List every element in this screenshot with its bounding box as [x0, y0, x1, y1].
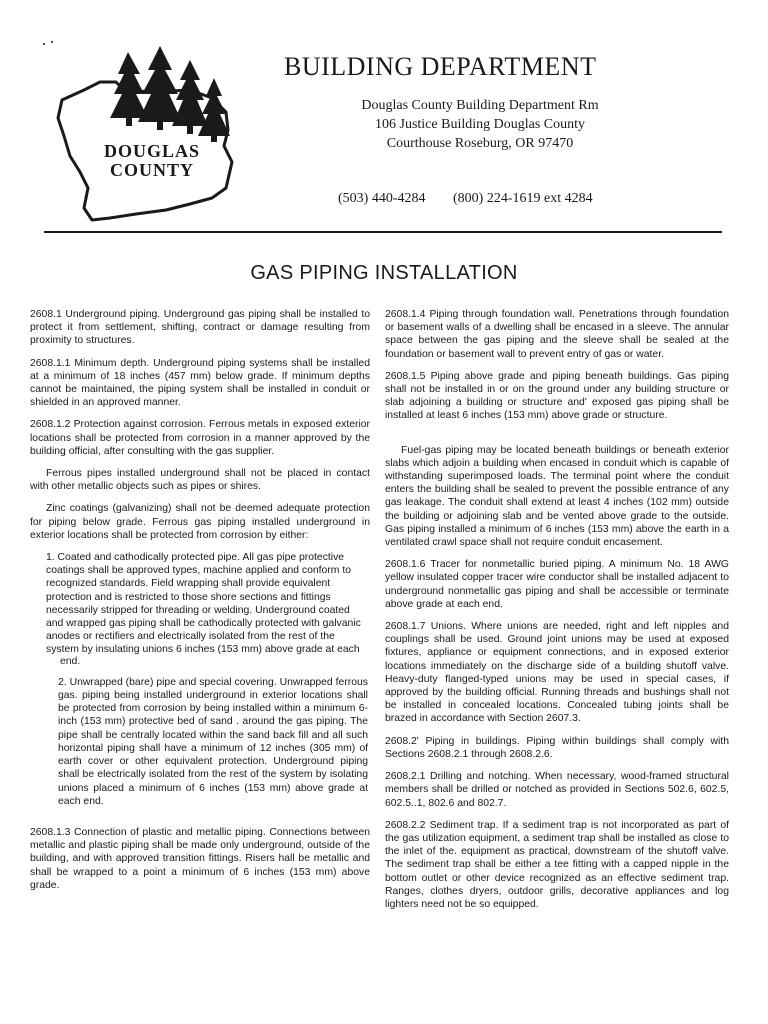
section-2608-1-5: 2608.1.5 Piping above grade and piping beneath buildings. Gas piping shall not be installed in or on the ground under any building structure or slab adjoining a building or structure and' exposed gas piping shall be installed at least 6 inches (153 mm) above grade or structure. [385, 370, 729, 422]
logo-text-douglas: DOUGLAS [103, 141, 201, 161]
section-2608-2-2: 2608.2.2 Sediment trap. If a sediment trap is not incorporated as part of the gas utilization equipment, a sediment trap shall be installed as close to the inlet of the. equipment as practical, downstream of the shutoff valve. The sediment trap shall be either a tee fitting with a capped nipple in the bottom outlet or other device recognized as an effective sediment trap. Ranges, clothes dryers, outdoor grills, decorative appliances and log lighters need not be so equipped. [385, 819, 729, 910]
section-2608-1-2: 2608.1.2 Protection against corrosion. Ferrous metals in exposed exterior locations shall be protected from corrosion in a manner approved by the building official, after consulting with the gas supplier. [30, 419, 370, 457]
logo-text-county: COUNTY [109, 160, 195, 180]
address-line-1: Douglas County Building Department Rm [361, 98, 599, 113]
left-column [30, 308, 370, 901]
fuel-gas-paragraph: Fuel-gas piping may be located beneath buildings or beneath exterior slabs which adjoin a building when encased in conduit which is capable of withstanding superimposed loads. The terminal point where the conduit enters the building shall be sealed to prevent the possible entrance of any gas leakage. The conduit shall extend at least 4 inches (102 mm) outside the building or adjoining slab and be vented above grade to the outside. Gas piping installed a minimum of 6 inches (153 mm) above the earth in a ventilated crawl space shall not require conduit encasement. [385, 444, 729, 549]
spacer [385, 432, 729, 444]
list-item-2 [30, 676, 370, 808]
section-2608-1: 2608.1 Underground piping. Underground gas piping shall be installed to protect it from settlement, shifting, contract or damage resulting from proximity to structures. [30, 309, 370, 347]
address-line-2: 106 Justice Building Douglas County [375, 117, 585, 132]
section-2608-1-3: 2608.1.3 Connection of plastic and metallic piping. Connections between metallic and plastic piping shall be made only underground, outside of the building, and with approved transition fittings. Risers hall be metallic and shall be wrapped to a point a minimum of 6 inches (153 mm) above grade. [30, 826, 370, 891]
section-2608-1-6: 2608.1.6 Tracer for nonmetallic buried piping. A minimum No. 18 AWG yellow insulated copper tracer wire conductor shall be installed adjacent to underground nonmetallic gas piping and shall be accessible or terminate above grade at each end. [385, 559, 729, 610]
list-item-1-end: end. [60, 655, 81, 667]
douglas-county-logo [40, 38, 240, 228]
document-title: GAS PIPING INSTALLATION [250, 262, 518, 284]
phone-number-tollfree: (800) 224-1619 ext 4284 [453, 191, 593, 206]
right-column [385, 308, 729, 920]
list-item-2-text: 2. Unwrapped (bare) pipe and special covering. Unwrapped ferrous gas. piping being installed underground in exterior locations shall be protected from corrosion by being installed within a minimum 6-inch (153 mm) protective bed of sand . around the gas piping. The pipe shall be centrally located within the sand back fill and all such horizontal piping shall have a minimum of 12 inches (305 mm) of earth cover or other equivalent protection. Underground piping shall be electrically isolated from the rest of the system by isolating unions placed a minimum of 6 inches (153 mm) above grade at each end. [58, 676, 368, 807]
spacer [30, 808, 370, 826]
department-address [330, 96, 630, 153]
section-2608-1-1: 2608.1.1 Minimum depth. Underground piping systems shall be installed at a minimum of 18 inches (457 mm) below grade. If minimum depths cannot be maintained, the piping system shall be installed in conduit or shielded in an approved manner. [30, 357, 370, 409]
ferrous-pipes-paragraph: Ferrous pipes installed underground shall not be placed in contact with other metallic objects such as pipes or shires. [30, 468, 370, 493]
address-line-3: Courthouse Roseburg, OR 97470 [386, 136, 574, 151]
section-2608-2-1: 2608.2.1 Drilling and notching. When necessary, wood-framed structural members shall be drilled or notched as provided in Sections 502.6, 602.5, 602.5..1, 802.6 and 802.7. [385, 771, 729, 809]
section-2608-1-7: 2608.1.7 Unions. Where unions are needed, right and left nipples and couplings shall be used. Ground joint unions may be used at exposed fixtures, appliance or equipment connections, and in exposed exterior locations immediately on the discharge side of a building shutoff valve. Heavy-duty flanged-typed unions may be used in special cases, if approved by the building official. Running threads and bushings shall not be installed in concealed locations. Concealed tubing joints shall be brazed in accordance with Section 2607.3. [385, 621, 729, 725]
department-phones [338, 191, 593, 207]
list-item-1 [30, 551, 370, 657]
phone-number-local: (503) 440-4284 [338, 191, 426, 206]
zinc-coatings-paragraph: Zinc coatings (galvanizing) shall not be deemed adequate protection for piping below grade. Ferrous gas piping installed underground in exterior locations shall be protected from corrosion by either: [30, 503, 370, 541]
department-title: BUILDING DEPARTMENT [284, 52, 597, 81]
section-2608-1-4: 2608.1.4 Piping through foundation wall. Penetrations through foundation or basement walls of a dwelling shall be encased in a sleeve. The annular space between the gas piping and the sleeve shall be sealed at the foundation or basement wall to prevent entry of gas or water. [385, 309, 729, 360]
tree-icons [110, 46, 230, 142]
header-divider [44, 231, 722, 233]
list-item-1-text: 1. Coated and cathodically protected pipe. All gas pipe protective coatings shall be approved types, machine applied and conform to recognized standards. Field wrapping shall provide equivalent protection and is restricted to those shore sections and fittings necessarily stripped for threading or welding. Underground coated and wrapped gas piping shall be cathodically protected with galvanic anodes or rectifiers and electrically isolated from the rest of the system by insulating unions 6 inches (153 mm) above grade at each [46, 552, 361, 656]
section-2608-2: 2608.2' Piping in buildings. Piping within buildings shall comply with Sections 2608.2.1 through 2608.2.6. [385, 735, 729, 760]
logo-dots [40, 41, 53, 45]
